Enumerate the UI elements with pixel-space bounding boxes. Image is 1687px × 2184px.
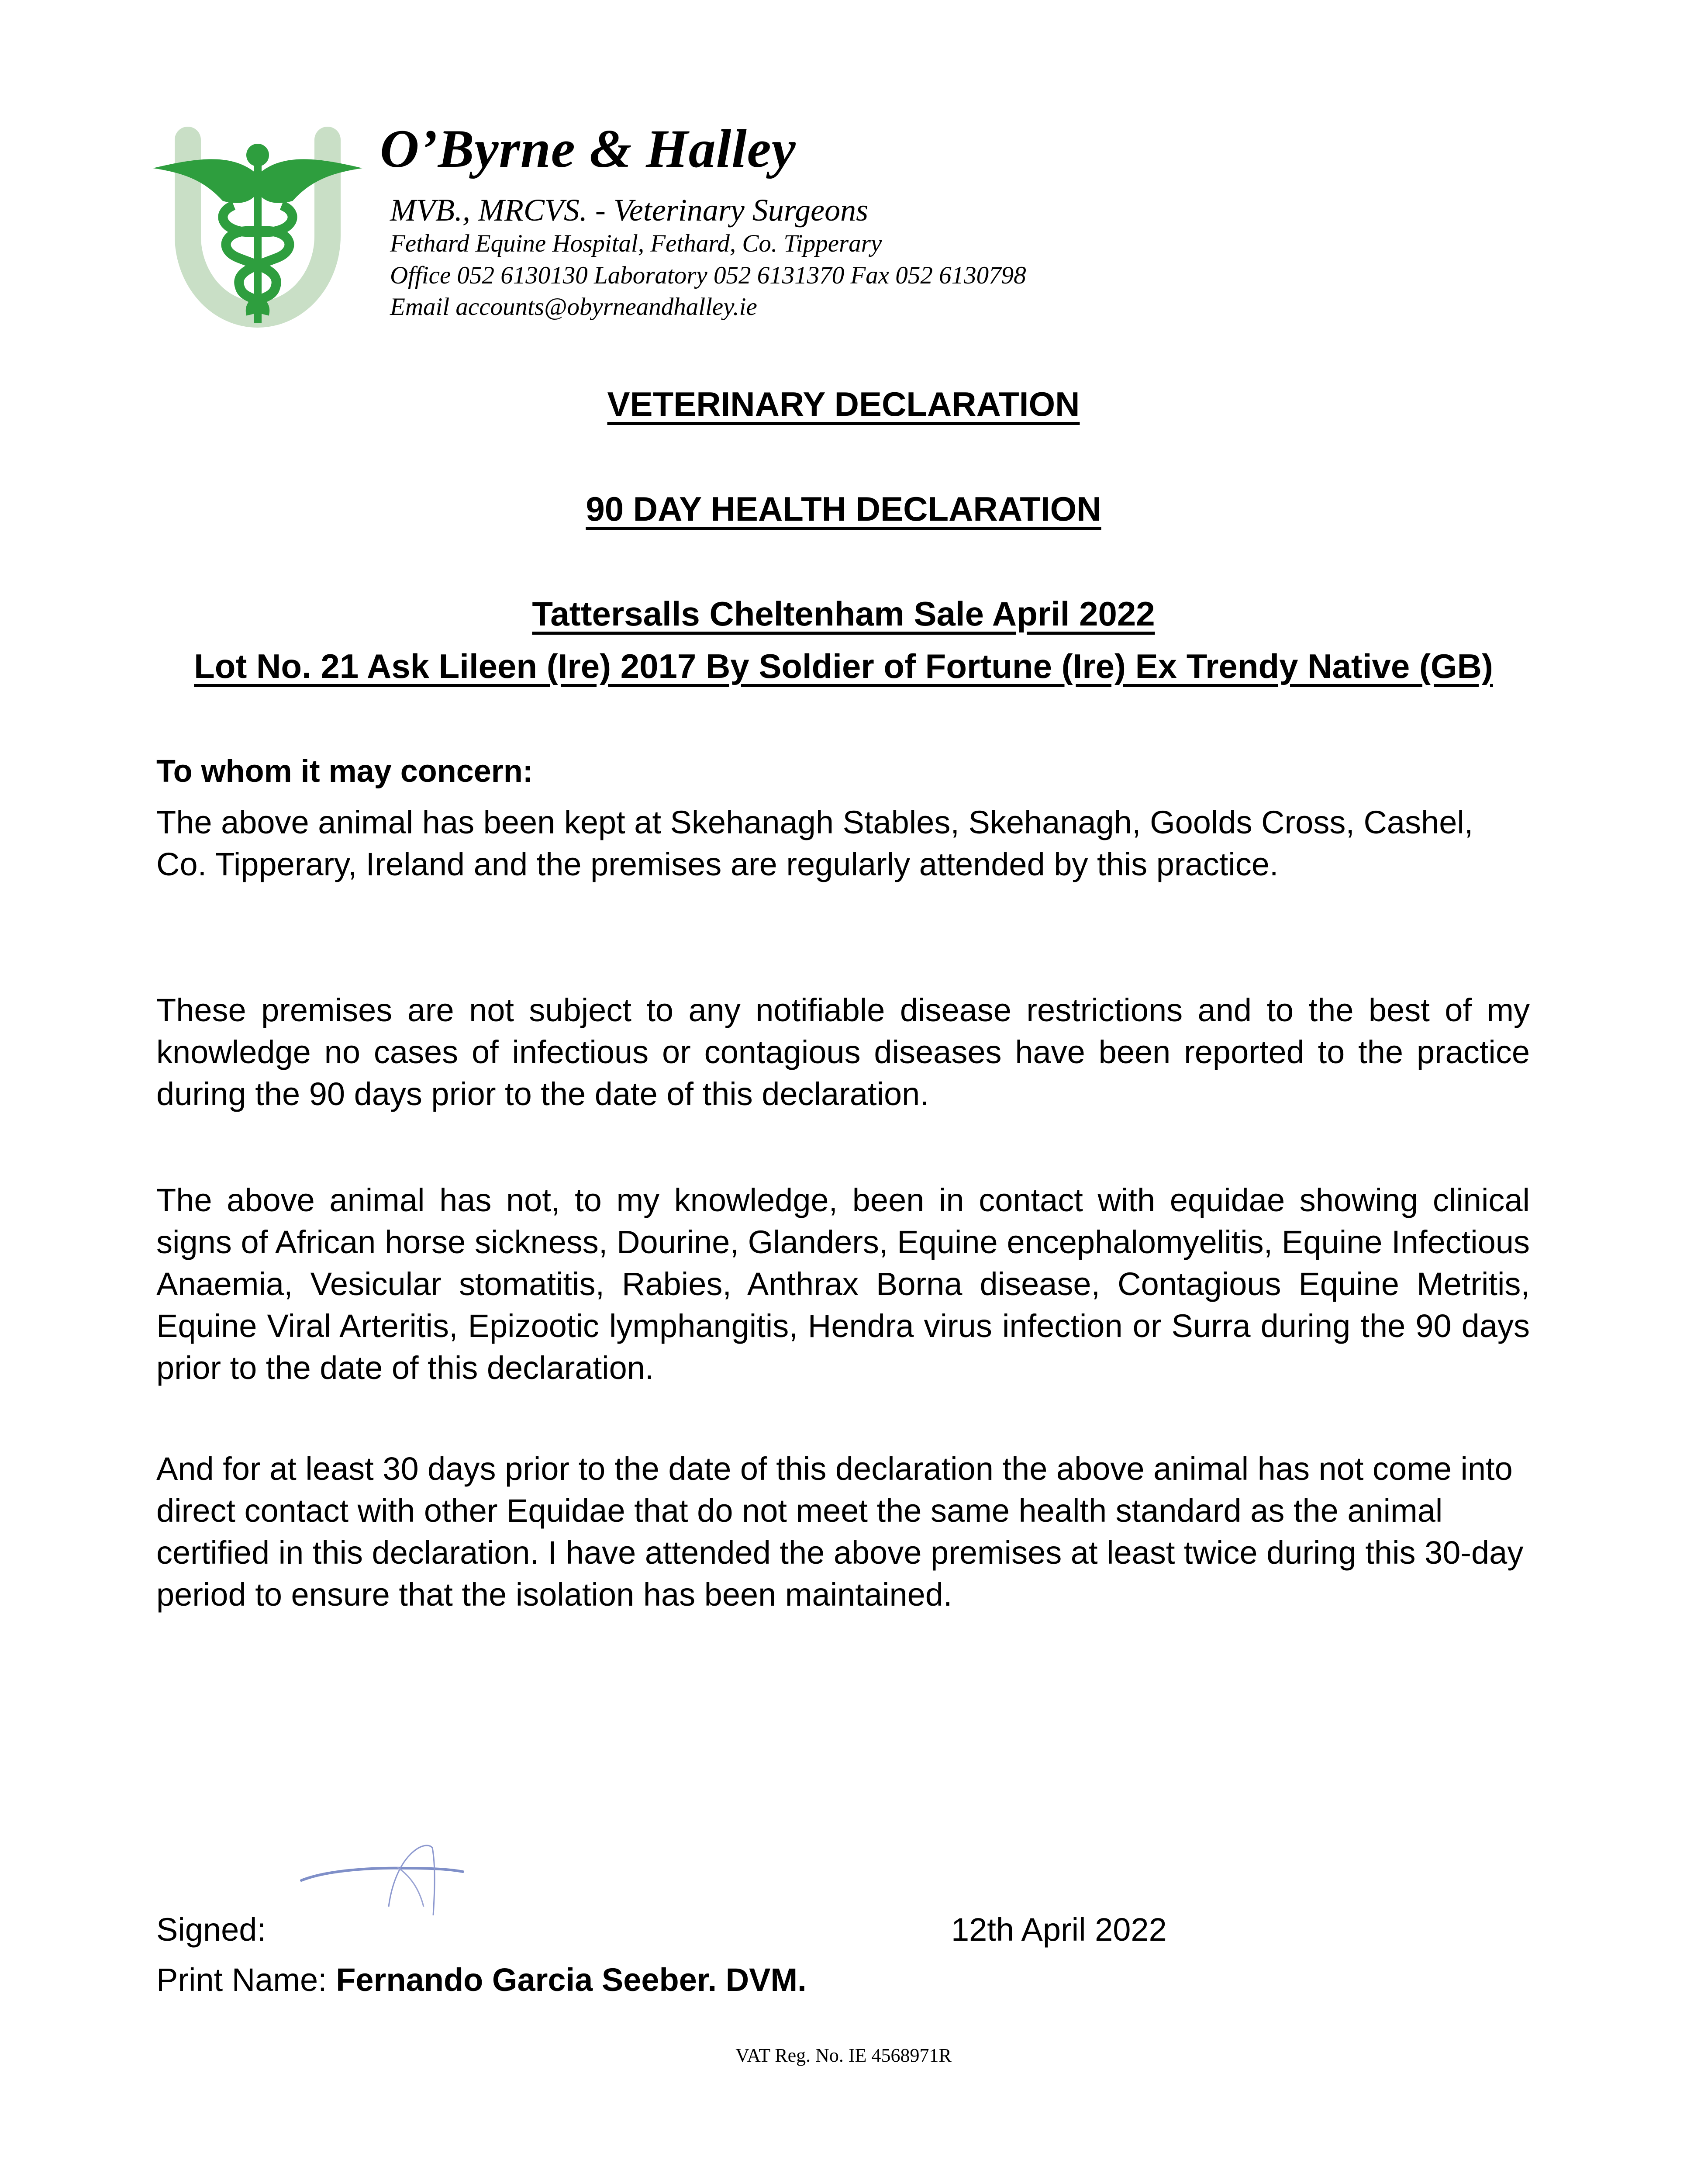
paragraph-restrictions: These premises are not subject to any notifiable disease restrictions and to the best of my knowledge no cases of infectious or contagious diseases have been reported to the practice during the 90 days prior to the date of this declaration. [156,992,1530,1112]
declaration-date: 12th April 2022 [951,1911,1167,1948]
vet-name: Fernando Garcia Seeber. DVM. [336,1962,807,1998]
paragraph-premises: The above animal has been kept at Skehanagh Stables, Skehanagh, Goolds Cross, Cashel, Co. Tipperary, Ireland and the premises are regularly attended by this practice. [156,804,1473,882]
salutation: To whom it may concern: [156,754,533,789]
firm-email: Email accounts@obyrneandhalley.ie [390,293,757,321]
signed-label: Signed: [156,1911,266,1948]
caduceus-horseshoe-icon [146,127,369,332]
firm-address: Fethard Equine Hospital, Fethard, Co. Tipperary [390,230,882,257]
print-name-label: Print Name: [156,1962,336,1998]
handwritten-signature [297,1841,533,1933]
document-subtitle: 90 DAY HEALTH DECLARATION [586,490,1101,528]
sale-heading: Tattersalls Cheltenham Sale April 2022 [532,594,1155,633]
print-name-line [156,1961,807,1998]
firm-phones: Office 052 6130130 Laboratory 052 6131370 Fax 052 6130798 [390,262,1026,289]
vat-number: VAT Reg. No. IE 4568971R [735,2045,952,2066]
paragraph-isolation: And for at least 30 days prior to the date of this declaration the above animal has not come into direct contact with other Equidae that do not meet the same health standard as the animal certified in this declaration. I have attended the above premises at least twice during this 30-day period to ensure that the isolation has been maintained. [156,1451,1524,1613]
paragraph-diseases: The above animal has not, to my knowledge, been in contact with equidae showing clinical signs of African horse sickness, Dourine, Glanders, Equine encephalomyelitis, Equine Infectious Anaemia, Vesicular stomatitis, Rabies, Anthrax Borna disease, Contagious Equine Metritis, Equine Viral Arteritis, Epizootic lymphangitis, Hendra virus infection or Surra during the 90 days prior to the date of this declaration. [156,1182,1530,1386]
lot-heading: Lot No. 21 Ask Lileen (Ire) 2017 By Soldier of Fortune (Ire) Ex Trendy Native (GB) [194,647,1493,685]
firm-qualifications: MVB., MRCVS. - Veterinary Surgeons [390,193,869,228]
document-title: VETERINARY DECLARATION [607,385,1080,423]
firm-name: O’Byrne & Halley [380,119,796,179]
